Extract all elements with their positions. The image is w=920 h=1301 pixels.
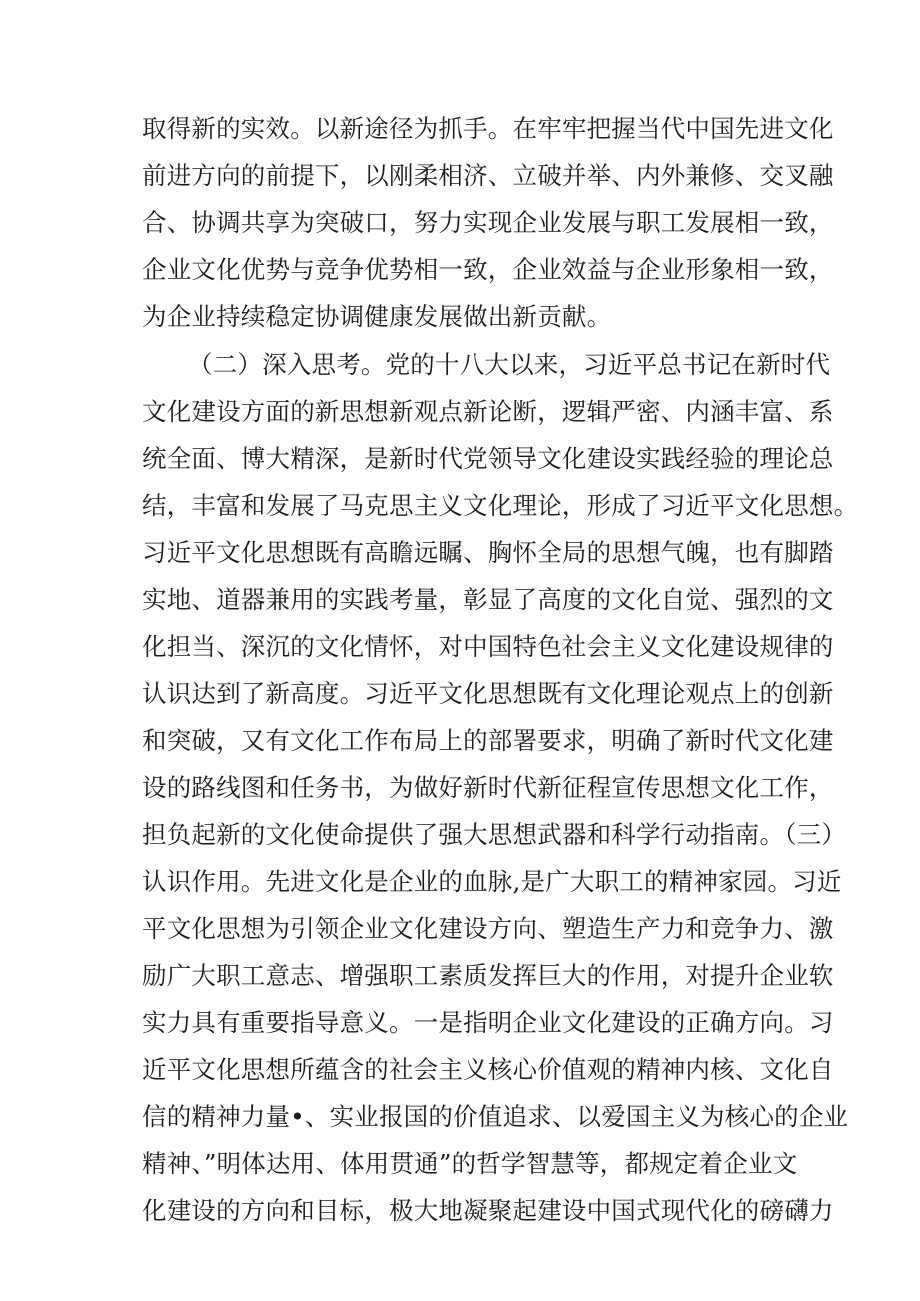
text-line: 平文化思想为引领企业文化建设方向、塑造生产力和竞争力、激 (142, 914, 834, 943)
text-line: 担负起新的文化使命提供了强大思想武器和科学行动指南。（三） (142, 820, 847, 849)
text-line: 习近平文化思想既有高瞻远瞩、胸怀全局的思想气魄，也有脚踏 (142, 538, 834, 567)
text-line: 和突破，又有文化工作布局上的部署要求，明确了新时代文化建 (142, 726, 834, 755)
text-line: 企业文化优势与竞争优势相一致，企业效益与企业形象相一致， (142, 255, 834, 284)
text-line: 认识达到了新高度。习近平文化思想既有文化理论观点上的创新 (142, 679, 834, 708)
text-line: 设的路线图和任务书，为做好新时代新征程宣传思想文化工作， (142, 773, 834, 802)
text-line: 前进方向的前提下，以刚柔相济、立破并举、内外兼修、交叉融 (142, 161, 834, 190)
text-line: 精神、”明体达用、体用贯通”的哲学智慧等，都规定着企业文 (142, 1149, 798, 1178)
text-line: 实力具有重要指导意义。一是指明企业文化建设的正确方向。习 (142, 1008, 834, 1037)
text-line: 认识作用。先进文化是企业的血脉,是广大职工的精神家园。习近 (142, 867, 842, 896)
text-line: 为企业持续稳定协调健康发展做出新贡献。 (142, 302, 612, 331)
text-line: 实地、道器兼用的实践考量，彰显了高度的文化自觉、强烈的文 (142, 585, 834, 614)
text-line: 统全面、博大精深，是新时代党领导文化建设实践经验的理论总 (142, 444, 834, 473)
text-line: 化建设的方向和目标，极大地凝聚起建设中国式现代化的磅礴力 (142, 1196, 834, 1225)
text-line: 合、协调共享为突破口，努力实现企业发展与职工发展相一致， (142, 208, 834, 237)
text-line: 近平文化思想所蕴含的社会主义核心价值观的精神内核、文化自 (142, 1055, 834, 1084)
text-line: 结，丰富和发展了马克思主义文化理论，形成了习近平文化思想。 (142, 491, 859, 520)
text-line: 化担当、深沉的文化情怀，对中国特色社会主义文化建设规律的 (142, 632, 834, 661)
text-line: （二）深入思考。党的十八大以来，习近平总书记在新时代 (188, 350, 831, 379)
text-line: 文化建设方面的新思想新观点新论断，逻辑严密、内涵丰富、系 (142, 397, 834, 426)
text-line: 信的精神力量•、实业报国的价值追求、以爱国主义为核心的企业 (142, 1102, 849, 1131)
text-line: 取得新的实效。以新途径为抓手。在牢牢把握当代中国先进文化 (142, 114, 834, 143)
text-line: 励广大职工意志、增强职工素质发挥巨大的作用，对提升企业软 (142, 961, 834, 990)
